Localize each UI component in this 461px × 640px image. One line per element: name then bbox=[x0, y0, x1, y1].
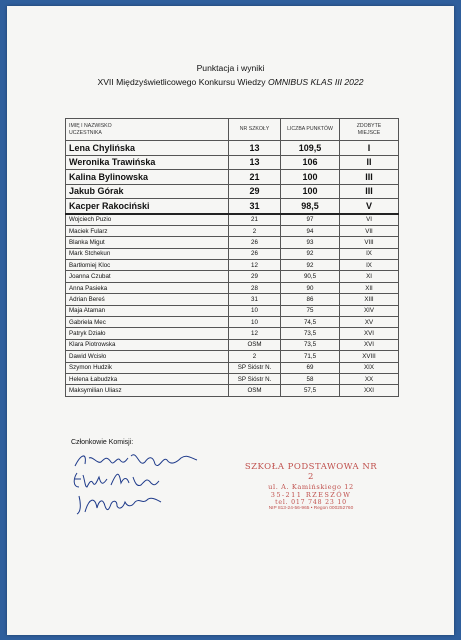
cell-school: SP Sióstr N. bbox=[229, 362, 281, 373]
cell-name: Kacper Rakociński bbox=[66, 199, 229, 214]
cell-place: V bbox=[340, 199, 399, 214]
cell-name: Bartłomiej Kloc bbox=[66, 260, 229, 271]
table-row bbox=[66, 199, 399, 214]
cell-name: Kalina Bylinowska bbox=[66, 170, 229, 185]
cell-school: OSM bbox=[229, 385, 281, 396]
cell-school: 2 bbox=[229, 351, 281, 362]
cell-points: 58 bbox=[281, 373, 340, 384]
cell-school: 29 bbox=[229, 271, 281, 282]
cell-name: Maciek Fularz bbox=[66, 225, 229, 236]
cell-name: Wojciech Puzio bbox=[66, 214, 229, 226]
cell-school: 28 bbox=[229, 282, 281, 293]
table-row bbox=[66, 294, 399, 305]
cell-points: 92 bbox=[281, 260, 340, 271]
cell-place: XIII bbox=[340, 294, 399, 305]
cell-points: 109,5 bbox=[281, 141, 340, 156]
cell-school: 26 bbox=[229, 248, 281, 259]
cell-points: 57,5 bbox=[281, 385, 340, 396]
cell-school: 29 bbox=[229, 184, 281, 199]
cell-points: 100 bbox=[281, 170, 340, 185]
cell-place: VII bbox=[340, 225, 399, 236]
cell-place: XXI bbox=[340, 385, 399, 396]
table-row bbox=[66, 305, 399, 316]
cell-school: 13 bbox=[229, 155, 281, 170]
contest-name: OMNIBUS KLAS III 2022 bbox=[267, 77, 364, 87]
cell-school: 21 bbox=[229, 170, 281, 185]
cell-name: Jakub Górak bbox=[66, 184, 229, 199]
table-row bbox=[66, 362, 399, 373]
table-row bbox=[66, 155, 399, 170]
cell-points: 93 bbox=[281, 237, 340, 248]
cell-name: Weronika Trawińska bbox=[66, 155, 229, 170]
table-row bbox=[66, 237, 399, 248]
cell-place: XII bbox=[340, 282, 399, 293]
cell-name: Adrian Bereś bbox=[66, 294, 229, 305]
cell-name: Maksymilian Uliasz bbox=[66, 385, 229, 396]
table-row bbox=[66, 225, 399, 236]
cell-points: 90 bbox=[281, 282, 340, 293]
header-place: ZDOBYTE MIEJSCE bbox=[340, 119, 399, 141]
committee-label: Członkowie Komisji: bbox=[71, 439, 134, 446]
table-row bbox=[66, 373, 399, 384]
cell-points: 92 bbox=[281, 248, 340, 259]
table-header-row bbox=[66, 119, 399, 141]
cell-school: 12 bbox=[229, 260, 281, 271]
cell-place: IX bbox=[340, 260, 399, 271]
table-row bbox=[66, 184, 399, 199]
table-row bbox=[66, 170, 399, 185]
table-row bbox=[66, 339, 399, 350]
cell-school: SP Sióstr N. bbox=[229, 373, 281, 384]
cell-points: 73,5 bbox=[281, 339, 340, 350]
table-row bbox=[66, 351, 399, 362]
table-row bbox=[66, 385, 399, 396]
cell-school: 12 bbox=[229, 328, 281, 339]
cell-points: 71,5 bbox=[281, 351, 340, 362]
cell-name: Dawid Wcisło bbox=[66, 351, 229, 362]
cell-place: II bbox=[340, 155, 399, 170]
cell-place: XIX bbox=[340, 362, 399, 373]
cell-place: III bbox=[340, 170, 399, 185]
table-row bbox=[66, 328, 399, 339]
table-row bbox=[66, 214, 399, 226]
cell-points: 86 bbox=[281, 294, 340, 305]
cell-school: OSM bbox=[229, 339, 281, 350]
cell-school: 13 bbox=[229, 141, 281, 156]
table-row bbox=[66, 248, 399, 259]
document-title bbox=[7, 61, 454, 89]
cell-place: XI bbox=[340, 271, 399, 282]
signature-2 bbox=[71, 469, 191, 493]
cell-school: 2 bbox=[229, 225, 281, 236]
table-row bbox=[66, 282, 399, 293]
cell-school: 31 bbox=[229, 294, 281, 305]
title-line-1: Punktacja i wyniki bbox=[196, 63, 265, 73]
title-line-2: XVII Międzyświetlicowego Konkursu Wiedzy OMNIBUS KLAS III 2022 bbox=[97, 77, 364, 87]
cell-school: 10 bbox=[229, 317, 281, 328]
cell-points: 98,5 bbox=[281, 199, 340, 214]
cell-place: XVI bbox=[340, 339, 399, 350]
cell-name: Lena Chylińska bbox=[66, 141, 229, 156]
cell-points: 106 bbox=[281, 155, 340, 170]
cell-name: Gabriela Mec bbox=[66, 317, 229, 328]
cell-points: 75 bbox=[281, 305, 340, 316]
cell-points: 94 bbox=[281, 225, 340, 236]
cell-place: XVI bbox=[340, 328, 399, 339]
cell-name: Anna Pasieka bbox=[66, 282, 229, 293]
cell-place: XVIII bbox=[340, 351, 399, 362]
header-school: NR SZKOŁY bbox=[229, 119, 281, 141]
cell-points: 100 bbox=[281, 184, 340, 199]
cell-points: 73,5 bbox=[281, 328, 340, 339]
cell-place: VIII bbox=[340, 237, 399, 248]
table-row bbox=[66, 271, 399, 282]
cell-place: XIV bbox=[340, 305, 399, 316]
cell-school: 26 bbox=[229, 237, 281, 248]
header-name: IMIĘ I NAZWISKO UCZESTNIKA bbox=[66, 119, 229, 141]
cell-points: 69 bbox=[281, 362, 340, 373]
cell-name: Joanna Czubat bbox=[66, 271, 229, 282]
cell-place: III bbox=[340, 184, 399, 199]
cell-name: Blanka Migut bbox=[66, 237, 229, 248]
cell-school: 21 bbox=[229, 214, 281, 226]
cell-points: 74,5 bbox=[281, 317, 340, 328]
cell-place: IX bbox=[340, 248, 399, 259]
signature-3 bbox=[71, 492, 191, 518]
cell-place: XX bbox=[340, 373, 399, 384]
results-table bbox=[65, 118, 399, 397]
cell-place: VI bbox=[340, 214, 399, 226]
header-points: LICZBA PUNKTÓW bbox=[281, 119, 340, 141]
document-sheet bbox=[7, 6, 454, 635]
school-stamp: SZKOŁA PODSTAWOWA NR 2 ul. A. Kamińskiego 12 35-211 RZESZÓW tel. 017 748 23 10 NIP 813-24-56-965 • Regon 000252760 bbox=[244, 462, 378, 511]
cell-points: 90,5 bbox=[281, 271, 340, 282]
cell-name: Klara Piotrowska bbox=[66, 339, 229, 350]
cell-name: Szymon Hudzik bbox=[66, 362, 229, 373]
table-row bbox=[66, 317, 399, 328]
table-row bbox=[66, 141, 399, 156]
cell-points: 97 bbox=[281, 214, 340, 226]
cell-place: I bbox=[340, 141, 399, 156]
cell-school: 31 bbox=[229, 199, 281, 214]
cell-name: Helena Łabudzka bbox=[66, 373, 229, 384]
cell-place: XV bbox=[340, 317, 399, 328]
cell-school: 10 bbox=[229, 305, 281, 316]
cell-name: Maja Ataman bbox=[66, 305, 229, 316]
cell-name: Mark Stchekun bbox=[66, 248, 229, 259]
cell-name: Patryk Działo bbox=[66, 328, 229, 339]
table-row bbox=[66, 260, 399, 271]
